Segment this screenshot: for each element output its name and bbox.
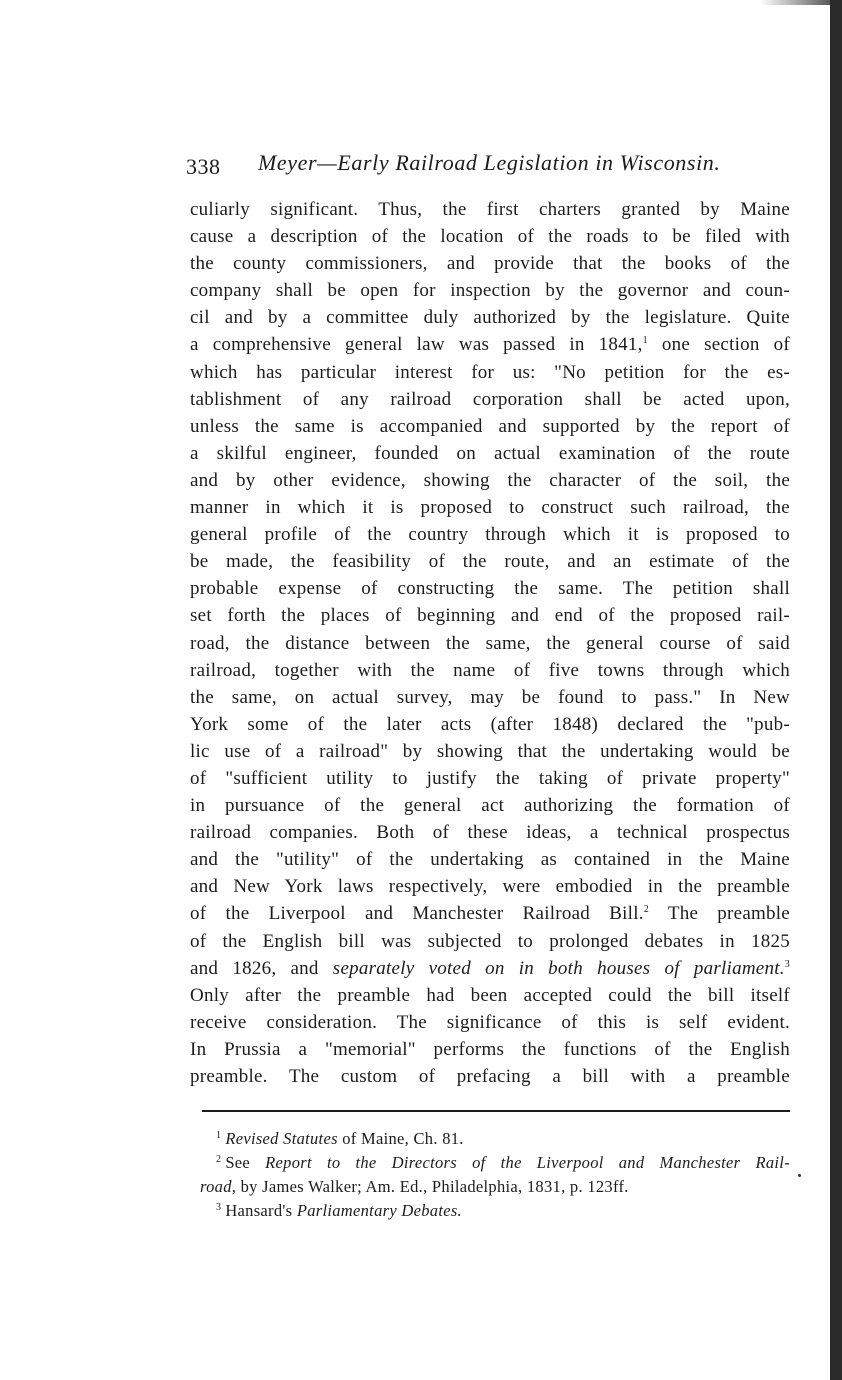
body-line-text: one section of <box>661 334 790 356</box>
footnote-1-text: of Maine, Ch. 81. <box>342 1129 464 1148</box>
footnote-2-text: by James Walker; Am. Ed., Philadelphia, 1831, p. 123ff. <box>240 1177 629 1196</box>
footnote-rule <box>202 1110 790 1112</box>
body-line: be made, the feasibility of the route, and an estimate of the <box>190 551 790 573</box>
body-line: general profile of the country through which it is proposed to <box>190 524 790 546</box>
body-line: York some of the later acts (after 1848) declared the "pub- <box>190 713 790 735</box>
scan-page-edge <box>830 0 842 1380</box>
body-line: the county commissioners, and provide that the books of the <box>190 253 790 275</box>
body-line: set forth the places of beginning and end of the proposed rail- <box>190 605 790 627</box>
running-title: Meyer—Early Railroad Legislation in Wisconsin. <box>258 150 721 175</box>
body-line: railroad companies. Both of these ideas, a technical prospectus <box>190 822 790 844</box>
body-line: and New York laws respectively, were embodied in the preamble <box>190 876 790 898</box>
body-line: the same, on actual survey, may be found to pass." In New <box>190 686 790 708</box>
body-line: which has particular interest for us: "No petition for the es- <box>190 361 790 383</box>
footnote-mark-3: 3 <box>784 958 791 970</box>
scan-speck <box>798 1174 801 1177</box>
body-line-italic: separately voted on in both houses of parliament. <box>332 957 785 979</box>
body-line: In Prussia a "memorial" performs the functions of the English <box>190 1038 790 1060</box>
footnote-mark-2: 2 <box>643 904 649 916</box>
body-line: unless the same is accompanied and supported by the report of <box>190 415 790 437</box>
body-line: tablishment of any railroad corporation shall be acted upon, <box>190 388 790 410</box>
body-line: road, the distance between the same, the general course of said <box>190 632 790 654</box>
footnote-2-continued <box>200 1175 790 1199</box>
footnote-1-mark: 1 <box>216 1130 222 1141</box>
footnote-2-title: Report to the Directors of the Liverpool and Manchester Rail- <box>265 1153 790 1172</box>
page-number: 338 <box>186 154 221 179</box>
body-line-with-note <box>190 331 790 358</box>
page-header <box>186 146 790 186</box>
body-line: railroad, together with the name of five towns through which <box>190 659 790 681</box>
body-line-text: The preamble <box>667 903 790 925</box>
footnote-mark-1: 1 <box>642 335 648 347</box>
footnote-2-mark: 2 <box>216 1154 222 1165</box>
footnote-2 <box>200 1151 790 1175</box>
body-line-with-note <box>190 955 790 982</box>
footnote-2-see: See <box>225 1153 251 1172</box>
body-line: and the "utility" of the undertaking as contained in the Maine <box>190 849 790 871</box>
body-line: receive consideration. The significance of this is self evident. <box>190 1011 790 1033</box>
body-line: company shall be open for inspection by the governor and coun- <box>190 280 790 302</box>
footnote-3-title: Parliamentary Debates. <box>296 1201 462 1220</box>
footnotes <box>200 1127 790 1223</box>
footnote-1 <box>200 1127 790 1151</box>
footnote-3-author: Hansard's <box>225 1201 293 1220</box>
body-line-text: and 1826, and <box>190 957 319 979</box>
body-line: probable expense of constructing the same. The petition shall <box>190 578 790 600</box>
body-line: culiarly significant. Thus, the first charters granted by Maine <box>190 199 790 220</box>
body-text <box>190 196 790 1090</box>
body-line: cil and by a committee duly authorized by the legislature. Quite <box>190 307 790 329</box>
footnote-3 <box>200 1199 790 1223</box>
body-line: manner in which it is proposed to construct such railroad, the <box>190 497 790 519</box>
body-line: preamble. The custom of prefacing a bill with a preamble <box>190 1066 790 1087</box>
body-line: a skilful engineer, founded on actual examination of the route <box>190 442 790 464</box>
scan-corner-shadow <box>760 0 830 5</box>
body-line: and by other evidence, showing the character of the soil, the <box>190 469 790 491</box>
body-line: cause a description of the location of the roads to be filed with <box>190 226 790 248</box>
footnote-2-title-end: road, <box>200 1177 237 1196</box>
footnote-1-title: Revised Statutes <box>225 1129 338 1148</box>
body-line-text: of the Liverpool and Manchester Railroad Bill. <box>190 903 644 925</box>
body-line: in pursuance of the general act authorizing the formation of <box>190 795 790 817</box>
body-line: lic use of a railroad" by showing that the undertaking would be <box>190 740 790 762</box>
body-line: of the English bill was subjected to prolonged debates in 1825 <box>190 930 790 952</box>
footnote-3-mark: 3 <box>216 1202 222 1213</box>
body-line: of "sufficient utility to justify the taking of private property" <box>190 767 790 789</box>
body-line: Only after the preamble had been accepted could the bill itself <box>190 984 790 1006</box>
body-line-text: a comprehensive general law was passed in 1841, <box>190 334 643 356</box>
body-line-with-note <box>190 900 790 927</box>
